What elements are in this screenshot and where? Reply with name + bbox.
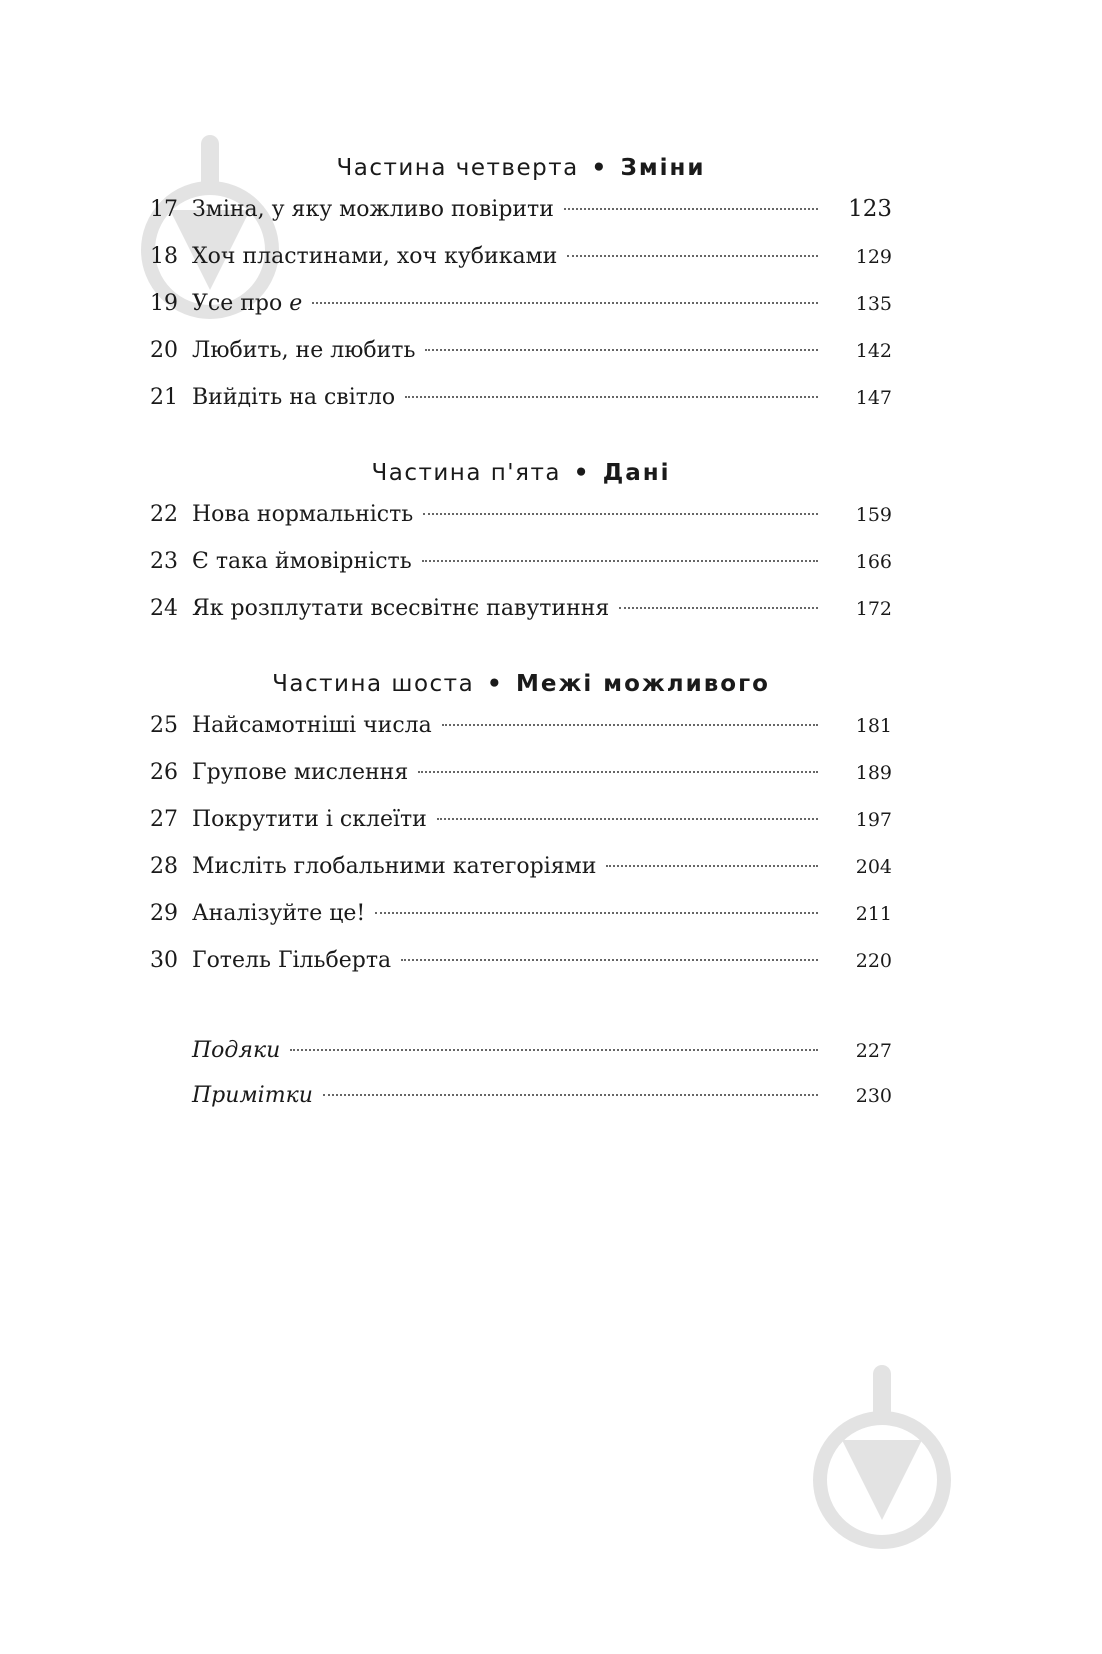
chapter-title: Як розплутати всесвітнє павутиння (192, 596, 610, 621)
toc-entry[interactable] (150, 280, 892, 327)
dot-leader (423, 513, 818, 515)
chapter-number: 28 (150, 854, 178, 879)
page-number: 135 (855, 293, 892, 315)
toc-entry[interactable] (150, 374, 892, 421)
page-number: 147 (855, 387, 892, 409)
toc-entry[interactable] (150, 491, 892, 538)
chapter-title: Нова нормальність (192, 502, 414, 527)
chapter-title: Мисліть глобальними категоріями (192, 854, 597, 879)
toc-entry[interactable] (150, 186, 892, 233)
page-number: 172 (855, 598, 892, 620)
toc-entry[interactable] (150, 538, 892, 585)
toc-entry[interactable] (150, 702, 892, 749)
chapter-title: Аналізуйте це! (192, 901, 366, 926)
chapter-title-text: Усе про (192, 291, 283, 316)
part-heading (150, 150, 892, 186)
chapter-number: 23 (150, 549, 178, 574)
part-heading (150, 666, 892, 702)
part-section (150, 150, 892, 421)
chapter-number: 20 (150, 338, 178, 363)
part-section (150, 666, 892, 984)
dot-leader (564, 208, 818, 210)
chapter-title: Групове мислення (192, 760, 409, 785)
dot-leader (375, 912, 818, 914)
page-number: 230 (855, 1085, 892, 1107)
chapter-title: Хоч пластинами, хоч кубиками (192, 244, 558, 269)
chapter-title: Є така ймовірність (192, 549, 412, 574)
part-bullet: • (591, 155, 608, 181)
chapter-number: 19 (150, 291, 178, 316)
back-matter-title: Подяки (192, 1038, 281, 1063)
dot-leader (401, 959, 818, 961)
toc-entry[interactable] (150, 233, 892, 280)
dot-leader (323, 1094, 818, 1096)
part-heading (150, 455, 892, 491)
part-bullet: • (486, 671, 504, 697)
chapter-number: 18 (150, 244, 178, 269)
dot-leader (619, 607, 818, 609)
part-label: Частина п'ята (371, 460, 561, 486)
toc-entry[interactable] (150, 937, 892, 984)
page-number: 129 (855, 246, 892, 268)
part-name: Дані (602, 460, 671, 486)
chapter-number: 30 (150, 948, 178, 973)
toc-entry[interactable] (150, 327, 892, 374)
chapter-number: 25 (150, 713, 178, 738)
toc-entry[interactable] (150, 890, 892, 937)
dot-leader (418, 771, 818, 773)
chapter-number: 27 (150, 807, 178, 832)
toc-entry[interactable] (150, 796, 892, 843)
page-number: 220 (855, 950, 892, 972)
page-number: 181 (855, 715, 892, 737)
chapter-number: 26 (150, 760, 178, 785)
page-number: 211 (855, 903, 892, 925)
chapter-title: Покрутити і склеїти (192, 807, 427, 832)
toc-entry[interactable] (150, 749, 892, 796)
chapter-number: 17 (150, 197, 178, 222)
chapter-title: Вийдіть на світло (192, 385, 396, 410)
dot-leader (437, 818, 818, 820)
chapter-title-italic: e (289, 291, 303, 316)
chapter-number: 29 (150, 901, 178, 926)
chapter-number: 22 (150, 502, 178, 527)
part-name: Межі можливого (516, 671, 770, 697)
chapter-title (192, 280, 302, 327)
page-number: 189 (855, 762, 892, 784)
part-label: Частина четверта (336, 155, 579, 181)
chapter-title: Любить, не любить (192, 338, 416, 363)
dot-leader (567, 255, 818, 257)
page-number: 227 (855, 1040, 892, 1062)
page-number: 123 (848, 196, 892, 222)
page-number: 159 (855, 504, 892, 526)
dot-leader (422, 560, 818, 562)
page-number: 204 (855, 856, 892, 878)
dot-leader (425, 349, 818, 351)
toc-entry[interactable] (150, 843, 892, 890)
dot-leader (442, 724, 818, 726)
download-arrow-icon (812, 1360, 952, 1555)
dot-leader (312, 302, 818, 304)
dot-leader (405, 396, 818, 398)
chapter-title: Зміна, у яку можливо повірити (192, 197, 554, 222)
toc-entry[interactable] (150, 585, 892, 632)
chapter-title: Готель Гільберта (192, 948, 392, 973)
table-of-contents (150, 150, 892, 1118)
back-matter-title: Примітки (192, 1083, 313, 1108)
page-number: 142 (855, 340, 892, 362)
toc-entry[interactable] (150, 1028, 892, 1073)
chapter-number: 21 (150, 385, 178, 410)
toc-entry[interactable] (150, 1073, 892, 1118)
part-name: Зміни (620, 155, 706, 181)
chapter-title: Найсамотніші числа (192, 713, 432, 738)
page-number: 166 (855, 551, 892, 573)
part-section (150, 455, 892, 632)
back-matter (150, 1028, 892, 1118)
page-number: 197 (855, 809, 892, 831)
dot-leader (606, 865, 818, 867)
part-label: Частина шоста (272, 671, 475, 697)
chapter-number: 24 (150, 596, 178, 621)
part-bullet: • (573, 460, 590, 486)
dot-leader (290, 1049, 818, 1051)
